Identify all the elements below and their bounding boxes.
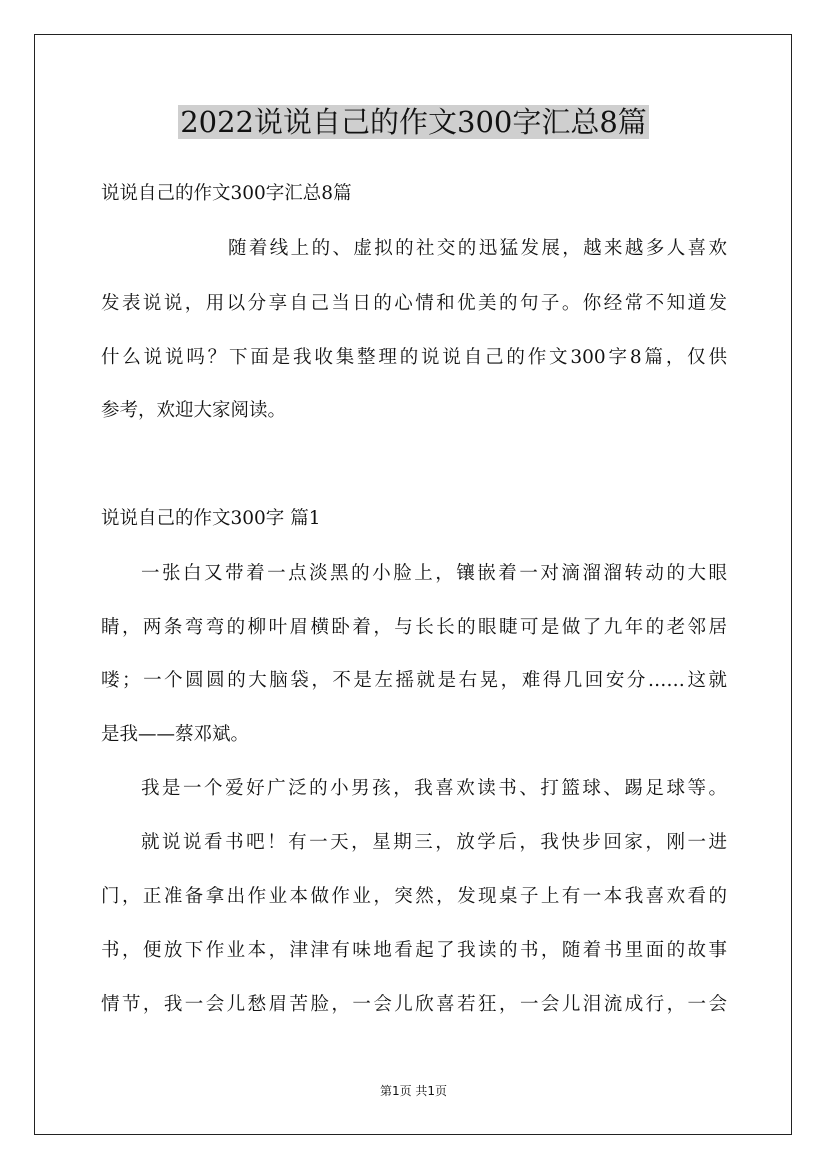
- body-line: 书，便放下作业本，津津有味地看起了我读的书，随着书里面的故事: [101, 940, 727, 961]
- intro-line: 发表说说，用以分享自己当日的心情和优美的句子。你经常不知道发: [101, 293, 727, 314]
- page-number-footer: 第1页 共1页: [379, 1084, 448, 1098]
- body-line: 就说说看书吧！有一天，星期三，放学后，我快步回家，刚一进: [141, 832, 727, 853]
- document-title-text: 2022说说自己的作文300字汇总8篇: [180, 105, 647, 139]
- body-line: 我是一个爱好广泛的小男孩，我喜欢读书、打篮球、踢足球等。: [141, 778, 727, 799]
- body-line: 是我——蔡邓斌。: [101, 724, 250, 745]
- document-title: [0, 102, 827, 142]
- section-heading: 说说自己的作文300字 篇1: [101, 508, 321, 529]
- body-line: 一张白又带着一点淡黑的小脸上，镶嵌着一对滴溜溜转动的大眼: [141, 563, 727, 584]
- body-line: 情节，我一会儿愁眉苦脸，一会儿欣喜若狂，一会儿泪流成行，一会: [101, 994, 727, 1015]
- document-subtitle: 说说自己的作文300字汇总8篇: [101, 183, 352, 204]
- intro-line: 什么说说吗？下面是我收集整理的说说自己的作文300字8篇，仅供: [101, 347, 727, 368]
- intro-line: 参考，欢迎大家阅读。: [101, 400, 287, 421]
- body-line: 门，正准备拿出作业本做作业，突然，发现桌子上有一本我喜欢看的: [101, 886, 727, 907]
- body-line: 睛，两条弯弯的柳叶眉横卧着，与长长的眼睫可是做了九年的老邻居: [101, 617, 727, 638]
- body-line: 喽；一个圆圆的大脑袋，不是左摇就是右晃，难得几回安分……这就: [101, 670, 727, 691]
- intro-line: 随着线上的、虚拟的社交的迅猛发展，越来越多人喜欢: [228, 238, 727, 259]
